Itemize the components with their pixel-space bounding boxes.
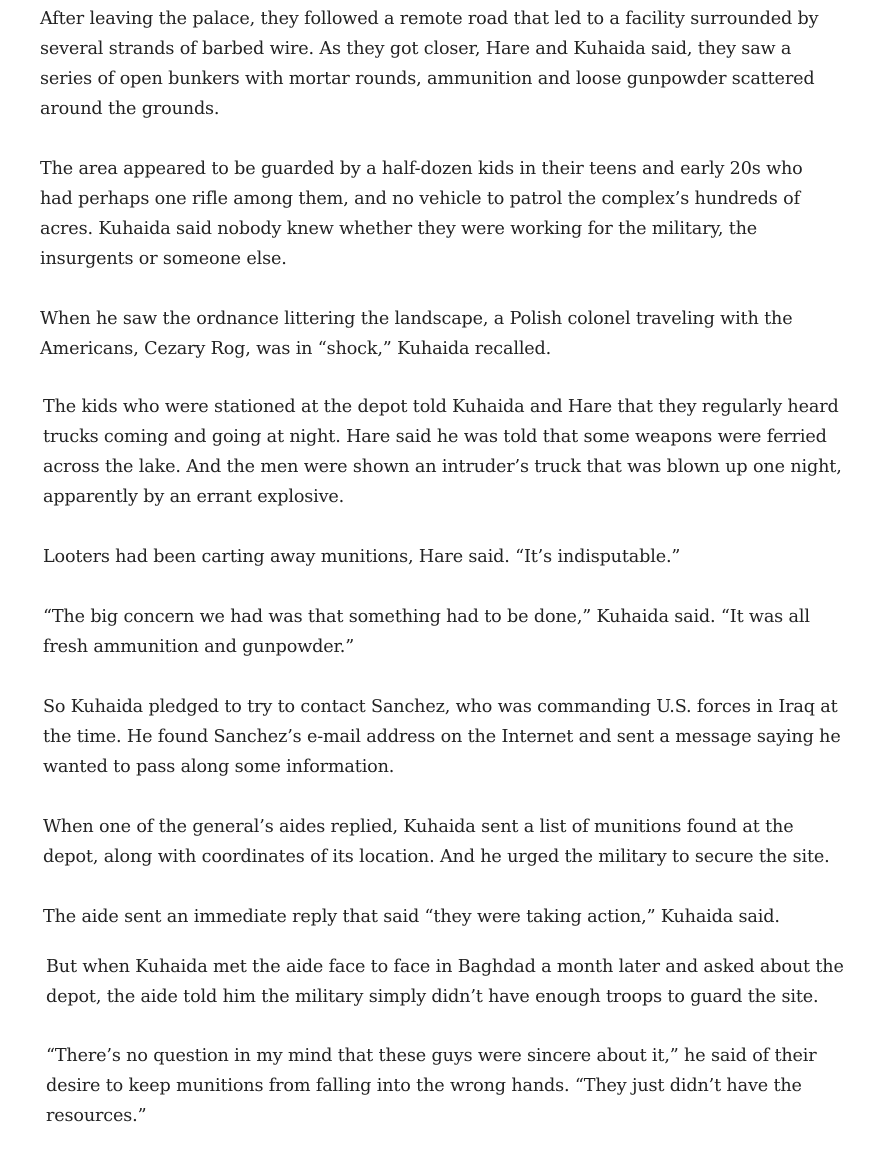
article-paragraph: The kids who were stationed at the depot told Kuhaida and Hare that they regularly heard trucks coming and going at night. Hare said he was told that some weapons were ferried across the lake. And the men were shown an intruder’s truck that was blown up one night, apparently by an errant explosive. — [43, 397, 842, 507]
article-paragraph: The aide sent an immediate reply that said “they were taking action,” Kuhaida said. — [43, 907, 780, 927]
article-paragraph: So Kuhaida pledged to try to contact Sanchez, who was commanding U.S. forces in Iraq at the time. He found Sanchez’s e-mail address on the Internet and sent a message saying he wanted to pass along some information. — [43, 697, 841, 777]
article-paragraph: But when Kuhaida met the aide face to face in Baghdad a month later and asked about the depot, the aide told him the military simply didn’t have enough troops to guard the site. — [46, 957, 844, 1007]
article-paragraph: When he saw the ordnance littering the landscape, a Polish colonel traveling with the Americans, Cezary Rog, was in “shock,” Kuhaida recalled. — [40, 309, 793, 359]
article-paragraph: The area appeared to be guarded by a half-dozen kids in their teens and early 20s who had perhaps one rifle among them, and no vehicle to patrol the complex’s hundreds of acres. Kuhaida said nobody knew whether they were working for the military, the insurgents or someone else. — [40, 159, 803, 269]
article-paragraph: When one of the general’s aides replied, Kuhaida sent a list of munitions found at the depot, along with coordinates of its location. And he urged the military to secure the site. — [43, 817, 830, 867]
article-paragraph: Looters had been carting away munitions, Hare said. “It’s indisputable.” — [43, 547, 681, 567]
article-paragraph: After leaving the palace, they followed a remote road that led to a facility surrounded by several strands of barbed wire. As they got closer, Hare and Kuhaida said, they saw a series of open bunkers with mortar rounds, ammunition and loose gunpowder scattered around the grounds. — [40, 9, 819, 119]
article-paragraph: “There’s no question in my mind that these guys were sincere about it,” he said of their desire to keep munitions from falling into the wrong hands. “They just didn’t have the resources.” — [46, 1046, 817, 1126]
article-paragraph: “The big concern we had was that something had to be done,” Kuhaida said. “It was all fresh ammunition and gunpowder.” — [43, 607, 810, 657]
